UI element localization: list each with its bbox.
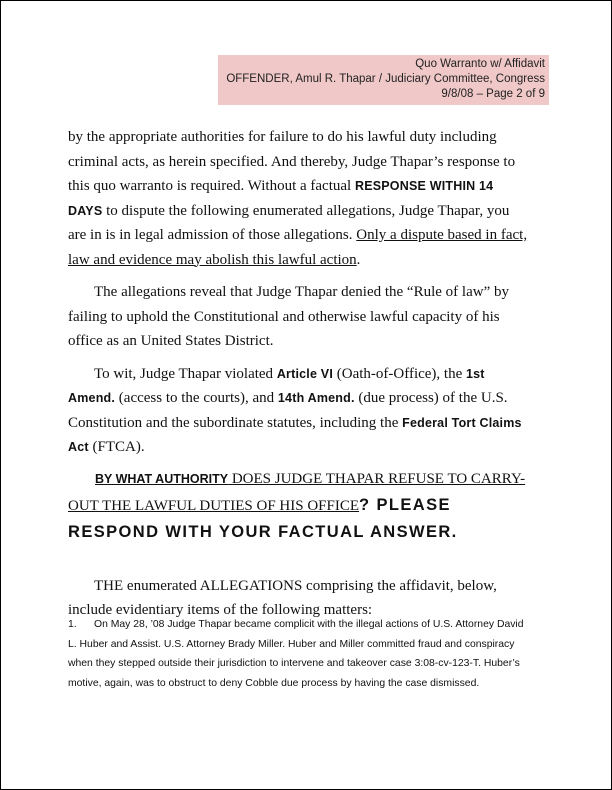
authority-question-text: DOES JUDGE THAPAR REFUSE TO CARRY-OUT THE LAWFUL DUTIES OF HIS OFFICE <box>68 470 526 514</box>
page-header <box>218 55 549 105</box>
paragraph-intro <box>68 125 530 272</box>
text-run: (FTCA). <box>88 439 145 455</box>
list-item-text: On May 28, ’08 Judge Thapar became complicit with the illegal actions of U.S. Attorney David L. Huber and Assist. U.S. Attorney Brady Miller. Huber and Miller committed fraud and conspiracy when they stepped outside their jurisdiction to intervene and takeover case 3:08-cv-123-T. Huber’s motive, again, was to obstruct to deny Cobble due process by having the case dismissed. <box>68 619 524 689</box>
paragraph-authority-question <box>68 466 530 546</box>
header-line-offender: OFFENDER, Amul R. Thapar / Judiciary Committee, Congress <box>226 73 545 85</box>
header-line-title: Quo Warranto w/ Affidavit <box>415 58 545 70</box>
text-run: To wit, Judge Thapar violated <box>94 365 277 382</box>
text-run: (access to the courts), and <box>115 390 278 406</box>
text-run: to dispute the following enumerated allegations, Judge Thapar, you are in is in legal admission of those allegations. <box>68 202 510 243</box>
text-run: . <box>356 251 361 268</box>
document-body <box>68 125 530 623</box>
first-amend-emphasis: 1st Amend. <box>68 366 485 405</box>
text-run: (due process) of the U.S. Constitution and the subordinate statutes, including the <box>68 390 508 431</box>
text-run: ALLEGATIONS <box>199 577 303 594</box>
article-vi-emphasis: Article VI <box>276 366 333 381</box>
text-run: (Oath-of-Office), the <box>333 365 466 382</box>
paragraph-to-wit <box>68 362 530 460</box>
header-line-date-page: 9/8/08 – Page 2 of 9 <box>441 88 545 100</box>
text-run: by the appropriate authorities for failure to do his lawful duty including criminal acts, as herein specified. And thereby, Judge Thapar’s response to this quo warranto is required. Without a factual <box>68 129 516 194</box>
list-item-number: 1. <box>68 619 77 630</box>
respond-demand: ? PLEASE RESPOND WITH YOUR FACTUAL ANSWER. <box>68 495 458 541</box>
authority-heading: BY WHAT AUTHORITY <box>95 471 229 486</box>
paragraph-allegations-reveal: The allegations reveal that Judge Thapar denied the “Rule of law” by failing to uphold the Constitutional and otherwise lawful capacity of his office as an United States District. <box>68 284 509 349</box>
fourteenth-amend-emphasis: 14th Amend. <box>277 391 355 405</box>
deadline-emphasis: RESPONSE WITHIN 14 DAYS <box>68 179 494 218</box>
list-item <box>68 615 532 693</box>
text-run: THE enumerated <box>94 577 200 594</box>
underlined-statement: Only a dispute based in fact, law and evidence may abolish this lawful action <box>68 227 528 268</box>
ftca-emphasis: Federal Tort Claims Act <box>68 415 522 454</box>
text-run: comprising the affidavit, below, include evidentiary items of the following matters: <box>68 577 497 618</box>
